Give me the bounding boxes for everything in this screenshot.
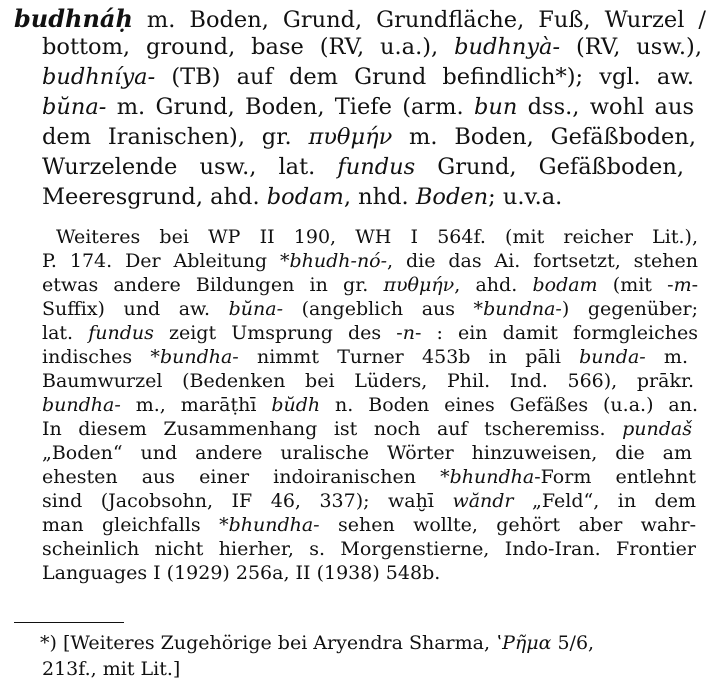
text-run: zeigt Umsprung des - [153,322,403,344]
text-run: dem Iranischen), gr. [42,124,309,150]
italic-term: bhundha [449,466,535,488]
text-run: , die das Ai. fortsetzt, stehen [387,250,698,272]
commentary-line-8 [42,394,698,416]
commentary-line-2 [42,250,698,272]
italic-term: bunda- [579,346,646,368]
text-run: , nhd. [343,184,416,210]
commentary-line-9 [42,418,692,440]
italic-term: fundus [88,322,154,344]
text-run: (TB) auf dem Grund befindlich*); vgl. aw. [155,64,694,90]
italic-term: bŭna- [42,94,107,120]
text-run: m. Boden, Grund, Grundfläche, Fuß, Wurzel / [132,7,706,33]
italic-term: bhundha- [228,514,320,536]
italic-term: fundus [337,154,416,180]
text-run: bottom, ground, base (RV, u.a.), [42,34,455,60]
commentary-line-5 [42,322,698,344]
text-run: (angeblich aus * [283,298,484,320]
text-run: , ahd. [454,274,533,296]
text-run: m. [645,346,688,368]
italic-term: Boden [415,184,489,210]
italic-term: bŭdh [271,394,321,416]
italic-term: πυθμήν [383,274,455,296]
text-run: In diesem Zusammenhang ist noch auf tscheremiss. [42,418,623,440]
text-run: m. Boden, Gefäßboden, [392,124,696,150]
italic-term: budhníya- [42,64,156,90]
commentary-line-11 [42,466,696,488]
commentary-line-14 [42,538,696,560]
text-run: - [691,274,699,296]
commentary-line-1 [56,226,698,248]
text-run: dss., wohl aus [517,94,694,120]
commentary-line-3 [42,274,698,296]
footnote-line-2 [42,658,180,680]
italic-term: bundha- [159,346,239,368]
text-run: ehesten aus einer indoiranischen * [42,466,450,488]
entry-line-6 [42,154,684,180]
text-run: P. 174. Der Ableitung * [42,250,290,272]
text-run: sehen wollte, gehört aber wahr- [319,514,696,536]
italic-term: ʽΡῆμα [496,632,552,654]
text-run: ; u.v.a. [488,184,563,210]
text-run: -Form entlehnt [534,466,697,488]
text-run: man gleichfalls * [42,514,229,536]
text-run: - : ein damit formgleiches [414,322,698,344]
text-run: Suffix) und aw. [42,298,229,320]
text-run: 5/6, [551,632,595,654]
italic-term: pundaš [622,418,692,440]
text-run: Baumwurzel (Bedenken bei Lüders, Phil. Ind. 566), prākr. [42,370,694,392]
italic-term: bundna- [483,298,562,320]
entry-line-7 [42,184,562,210]
italic-term: πυθμήν [308,124,393,150]
text-run: scheinlich nicht hierher, s. Morgenstierne, Indo-Iran. Frontier [42,538,696,560]
text-run: nimmt Turner 453b in pāli [238,346,580,368]
text-run: Grund, Gefäßboden, [415,154,684,180]
commentary-line-4 [42,298,698,320]
commentary-line-12 [42,490,696,512]
italic-term: bodam [266,184,344,210]
italic-term: wăndr [452,490,514,512]
entry-line-5 [42,124,696,150]
commentary-line-13 [42,514,696,536]
text-run: 213f., mit Lit.] [42,658,181,680]
headword: budhnáḥ [14,4,133,33]
italic-term: bundha- [42,394,121,416]
italic-term: bŭna- [228,298,284,320]
commentary-line-7 [42,370,694,392]
text-run: Meeresgrund, ahd. [42,184,267,210]
text-run: n. Boden eines Gefäßes (u.a.) an. [320,394,699,416]
italic-term: bodam [532,274,598,296]
commentary-line-10 [42,442,692,464]
italic-term: bhudh-nó- [289,250,388,272]
text-run: indisches * [42,346,160,368]
text-run: Wurzelende usw., lat. [42,154,338,180]
italic-term: m [673,274,692,296]
text-run: m., marāṭhī [120,394,272,416]
text-run: (RV, usw.), [560,34,702,60]
entry-line-1 [14,4,706,33]
text-run: sind (Jacobsohn, IF 46, 337); waḫī [42,490,453,512]
text-run: m. Grund, Boden, Tiefe (arm. [106,94,474,120]
commentary-line-15 [42,562,440,584]
footnote-separator [14,622,124,623]
entry-line-2 [42,34,702,60]
entry-line-4 [42,94,694,120]
text-run: etwas andere Bildungen in gr. [42,274,384,296]
text-run: „Feld“, in dem [513,490,696,512]
footnote-line-1 [40,632,594,654]
italic-term: budhnyà- [454,34,561,60]
italic-term: bun [473,94,518,120]
commentary-line-6 [42,346,688,368]
text-run: Weiteres bei WP II 190, WH I 564f. (mit reicher Lit.), [56,226,698,248]
text-run: lat. [42,322,89,344]
text-run: ) gegenüber; [561,298,698,320]
text-run: „Boden“ und andere uralische Wörter hinzuweisen, die am [42,442,692,464]
italic-term: n [402,322,415,344]
entry-line-3 [42,64,694,90]
text-run: Languages I (1929) 256a, II (1938) 548b. [42,562,441,584]
text-run: (mit - [597,274,674,296]
text-run: *) [Weiteres Zugehörige bei Aryendra Sharma, [40,632,497,654]
